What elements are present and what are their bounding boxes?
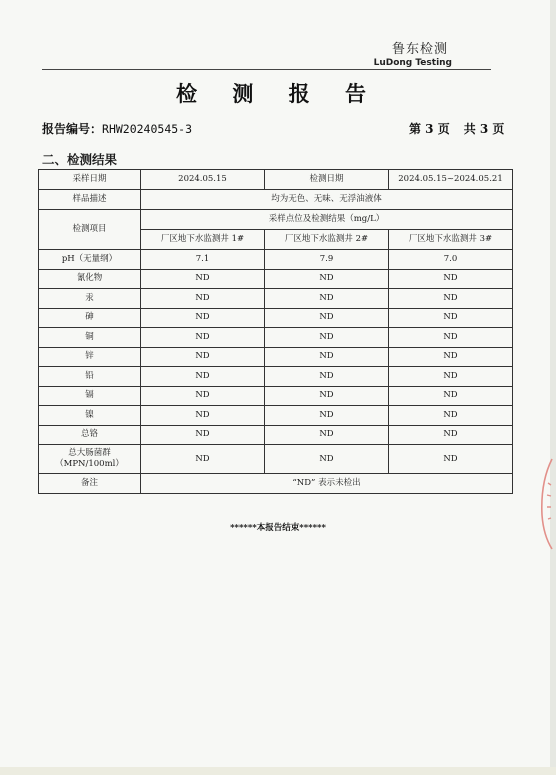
row-value: ND <box>141 328 265 348</box>
sampling-date-value: 2024.05.15 <box>141 170 265 190</box>
row-value: ND <box>389 308 513 328</box>
row-value: ND <box>265 445 389 474</box>
report-end-note: ******本报告结束****** <box>230 523 326 533</box>
row-value: ND <box>141 386 265 406</box>
row-value: ND <box>389 386 513 406</box>
table-row-sample-desc <box>39 190 513 210</box>
row-item: 铅 <box>39 367 141 387</box>
table-row-header-1 <box>39 210 513 230</box>
sample-desc-value: 均为无色、无味、无浮油液体 <box>141 190 513 210</box>
table-row <box>39 367 513 387</box>
table-row <box>39 328 513 348</box>
test-date-label: 检测日期 <box>265 170 389 190</box>
row-value: ND <box>141 425 265 445</box>
row-item: 镍 <box>39 406 141 426</box>
row-item: pH（无量纲） <box>39 250 141 270</box>
point-header-2: 厂区地下水监测井 2# <box>265 230 389 250</box>
result-column-header: 采样点位及检测结果（mg/L） <box>141 210 513 230</box>
seal-stamp <box>536 455 554 551</box>
table-row <box>39 308 513 328</box>
remark-value: “ND” 表示未检出 <box>141 474 513 494</box>
row-item: 汞 <box>39 289 141 309</box>
row-value: ND <box>265 425 389 445</box>
row-value: 7.0 <box>389 250 513 270</box>
header-divider <box>42 69 491 70</box>
table-row <box>39 406 513 426</box>
row-value: ND <box>265 347 389 367</box>
sample-desc-label: 样品描述 <box>39 190 141 210</box>
row-value: ND <box>389 269 513 289</box>
page-indicator <box>409 120 504 137</box>
page-total: 共 3 页 <box>463 122 505 136</box>
row-value: ND <box>141 289 265 309</box>
row-value: ND <box>389 367 513 387</box>
company-name-cn: 鲁东检测 <box>391 42 448 57</box>
row-value: ND <box>265 406 389 426</box>
row-value: ND <box>265 308 389 328</box>
point-header-1: 厂区地下水监测井 1# <box>141 230 265 250</box>
page-bottom-edge <box>0 767 556 775</box>
row-value: ND <box>265 289 389 309</box>
table-row <box>39 425 513 445</box>
table-row-coliform <box>39 445 513 474</box>
row-value: ND <box>389 328 513 348</box>
report-number-label: 报告编号： <box>42 122 103 136</box>
coliform-item <box>39 445 141 474</box>
row-value: ND <box>141 269 265 289</box>
page-edge-shadow <box>550 0 556 775</box>
row-value: ND <box>141 445 265 474</box>
row-value: 7.9 <box>265 250 389 270</box>
sampling-date-label: 采样日期 <box>39 170 141 190</box>
page-current: 第 3 页 <box>409 122 450 136</box>
row-item: 锌 <box>39 347 141 367</box>
coliform-item-line2: （MPN/100ml） <box>55 459 124 469</box>
item-column-header: 检测项目 <box>39 210 141 250</box>
row-value: ND <box>389 289 513 309</box>
row-item: 总铬 <box>39 425 141 445</box>
point-header-3: 厂区地下水监测井 3# <box>389 230 513 250</box>
table-row <box>39 289 513 309</box>
table-row <box>39 250 513 270</box>
row-value: ND <box>141 347 265 367</box>
row-value: ND <box>389 406 513 426</box>
seal-stamp-fragment <box>536 455 554 551</box>
row-value: ND <box>389 347 513 367</box>
row-value: ND <box>265 328 389 348</box>
row-value: ND <box>389 425 513 445</box>
table-row-remark <box>39 474 513 494</box>
row-item: 氰化物 <box>39 269 141 289</box>
row-value: ND <box>265 386 389 406</box>
test-date-value: 2024.05.15~2024.05.21 <box>389 170 513 190</box>
coliform-item-line1: 总大肠菌群 <box>68 448 111 459</box>
row-value: ND <box>389 445 513 474</box>
report-number <box>42 120 192 137</box>
row-item: 铜 <box>39 328 141 348</box>
report-number-value: RHW20240545-3 <box>102 122 193 136</box>
document-title: 检 测 报 告 <box>176 81 380 106</box>
row-value: ND <box>265 269 389 289</box>
row-value: ND <box>141 308 265 328</box>
results-table <box>38 169 513 494</box>
table-row <box>39 386 513 406</box>
row-value: ND <box>265 367 389 387</box>
table-row-dates <box>39 170 513 190</box>
company-name-en: LuDong Testing <box>373 58 452 68</box>
row-item: 镉 <box>39 386 141 406</box>
row-value: 7.1 <box>141 250 265 270</box>
table-row <box>39 347 513 367</box>
row-value: ND <box>141 406 265 426</box>
row-value: ND <box>141 367 265 387</box>
remark-label: 备注 <box>39 474 141 494</box>
section-title: 二、检测结果 <box>42 152 118 167</box>
row-item: 砷 <box>39 308 141 328</box>
table-row <box>39 269 513 289</box>
